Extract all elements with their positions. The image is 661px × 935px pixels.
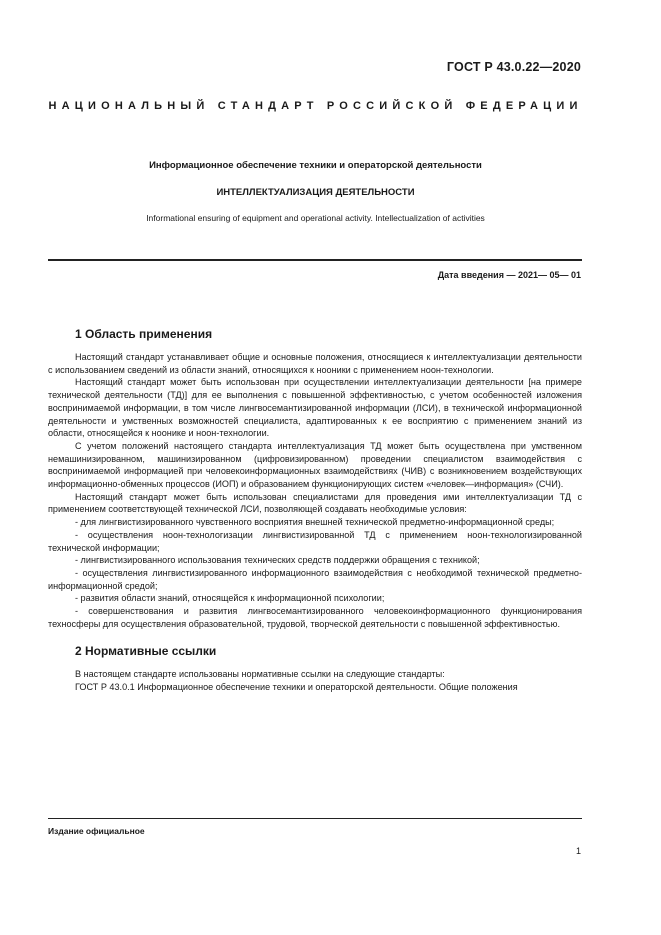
list-item: - осуществления лингвистизированного информационного взаимодействия с необходимой технической предметно-информационной средой; bbox=[48, 567, 582, 591]
national-standard-heading: НАЦИОНАЛЬНЫЙ СТАНДАРТ РОССИЙСКОЙ ФЕДЕРАЦИИ bbox=[48, 100, 583, 112]
section-1-paragraph: Настоящий стандарт может быть использован при осуществлении интеллектуализации деятельности [на примере технической деятельности (ТД)] для ее выполнения с повышенной эффективностью, с учетом особенностей изложения воспринимаемой информации, в том числе лингвосемантизированной информации (ЛСИ), в технической информационной деятельности и умственных возможностей специалиста, адаптированных к ее восприятию с применением знаний из области, относящейся к ноонике и ноон-технологии. bbox=[48, 377, 582, 439]
list-item: - развития области знаний, относящейся к информационной психологии; bbox=[75, 593, 385, 604]
introduction-date: Дата введения — 2021— 05— 01 bbox=[437, 270, 581, 280]
section-1-title: 1 Область применения bbox=[75, 327, 213, 341]
list-item: - для лингвистизированного чувственного восприятия внешней технической предметно-информационной среды; bbox=[75, 517, 555, 528]
list-item: - лингвистизированного использования технических средств поддержки обращения с техникой; bbox=[75, 555, 480, 566]
document-title-english: Informational ensuring of equipment and operational activity. Intellectualization of activities bbox=[146, 213, 485, 223]
official-edition-label: Издание официальное bbox=[48, 826, 145, 836]
list-item: - совершенствования и развития лингвосемантизированного человекоинформационного функционирования техносферы для осуществления образовательной, трудовой, творческой деятельности с повышенной эффективностью. bbox=[48, 606, 582, 629]
standard-number: ГОСТ Р 43.0.22—2020 bbox=[446, 60, 581, 74]
footer-divider bbox=[48, 818, 582, 819]
list-item: - осуществления ноон-технологизации лингвистизированной ТД с применением ноон-технологизированной технической информации; bbox=[48, 529, 582, 553]
section-2-title: 2 Нормативные ссылки bbox=[75, 644, 217, 659]
document-body bbox=[48, 327, 582, 694]
section-2-paragraph: В настоящем стандарте использованы нормативные ссылки на следующие стандарты: bbox=[75, 669, 445, 680]
header-divider bbox=[48, 259, 582, 261]
page-number: 1 bbox=[575, 846, 581, 856]
document-title: Информационное обеспечение техники и операторской деятельности bbox=[149, 160, 482, 171]
section-1-paragraph: С учетом положений настоящего стандарта интеллектуализация ТД может быть осуществлена при умственном немашинизированном, машинизированном (цифровизированном) проведении специалистом взаимодействия с воспринимаемой информацией при человекоинформационных взаимодействиях (ЧИВ) с возникновением воздействующих информационно-обменных процессов (ИОП) и образованием функционирующих систем «человек—информация» (СЧИ). bbox=[48, 440, 582, 490]
section-1-paragraph: Настоящий стандарт устанавливает общие и основные положения, относящиеся к интеллектуализации деятельности с использованием сведений из области знаний, относящихся к нооники с применением ноон-технологии. bbox=[48, 352, 582, 375]
normative-reference: ГОСТ Р 43.0.1 Информационное обеспечение техники и операторской деятельности. Общие положения bbox=[75, 682, 518, 693]
section-1-paragraph: Настоящий стандарт может быть использован специалистами для проведения ими интеллектуализации ТД с применением соответствующей технической ЛСИ, позволяющей создавать необходимые условия: bbox=[48, 491, 582, 515]
document-subtitle: ИНТЕЛЛЕКТУАЛИЗАЦИЯ ДЕЯТЕЛЬНОСТИ bbox=[216, 187, 415, 198]
